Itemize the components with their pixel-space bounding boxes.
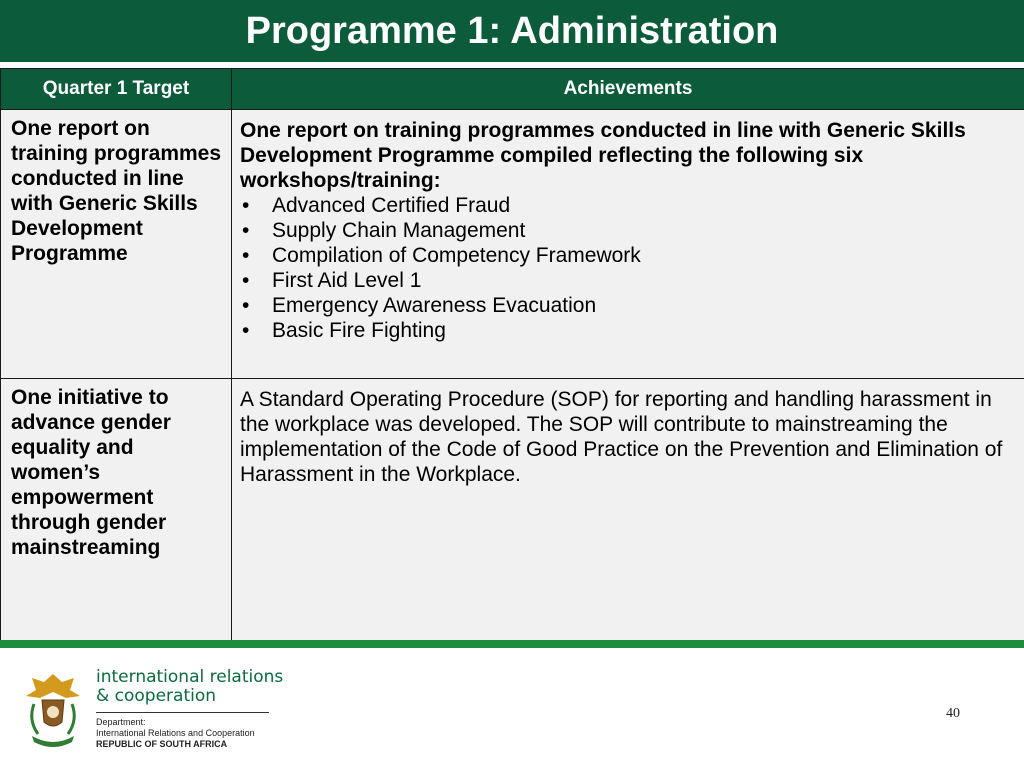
bullet-icon: • [242,194,250,217]
bullet-icon: • [242,319,250,342]
workshop-list [240,193,1014,343]
list-item-label: Advanced Certified Fraud [272,194,511,217]
achievement-cell: A Standard Operating Procedure (SOP) for reporting and handling harassment in the workplace was developed. The SOP will contribute to mainstreaming the implementation of the Code of Good Practice on the Prevention and Elimination of Harassment in the Workplace. [232,379,1024,642]
list-item-label: Supply Chain Management [272,219,526,242]
column-header-achievements: Achievements [232,69,1024,110]
list-item [240,318,1014,343]
brand-divider [96,712,269,713]
column-header-target: Quarter 1 Target [1,69,232,110]
bullet-icon: • [242,294,250,317]
list-item [240,218,1014,243]
target-cell: One report on training programmes conducted in line with Generic Skills Development Programme [1,110,232,379]
achievement-lead: One report on training programmes conducted in line with Generic Skills Development Programme compiled reflecting the following six workshops/training: [240,119,966,192]
title-bar [0,0,1024,62]
list-item-label: First Aid Level 1 [272,269,422,292]
list-item [240,193,1014,218]
brand-name-line1: international relations [96,667,284,687]
target-cell: One initiative to advance gender equality and women’s empowerment through gender mainstreaming [1,379,232,642]
coat-of-arms-icon [22,670,84,750]
list-item-label: Basic Fire Fighting [272,319,446,342]
table-row [1,110,1024,379]
country-name: REPUBLIC OF SOUTH AFRICA [96,739,228,749]
bullet-icon: • [242,219,250,242]
footer-divider [0,640,1024,648]
department-name: International Relations and Cooperation [96,728,255,738]
page-title: Programme 1: Administration [245,10,779,52]
programme-table [0,68,1024,642]
table-row [1,379,1024,642]
brand-block [96,668,283,750]
list-item [240,293,1014,318]
page-number: 40 [946,706,960,721]
list-item-label: Emergency Awareness Evacuation [272,294,597,317]
list-item-label: Compilation of Competency Framework [272,244,641,267]
achievement-cell [232,110,1024,379]
footer [0,648,1024,768]
table-header-row [1,69,1024,110]
brand-name-line2: & cooperation [96,686,217,706]
department-label: Department: [96,717,146,727]
list-item [240,268,1014,293]
list-item [240,243,1014,268]
bullet-icon: • [242,244,250,267]
bullet-icon: • [242,269,250,292]
